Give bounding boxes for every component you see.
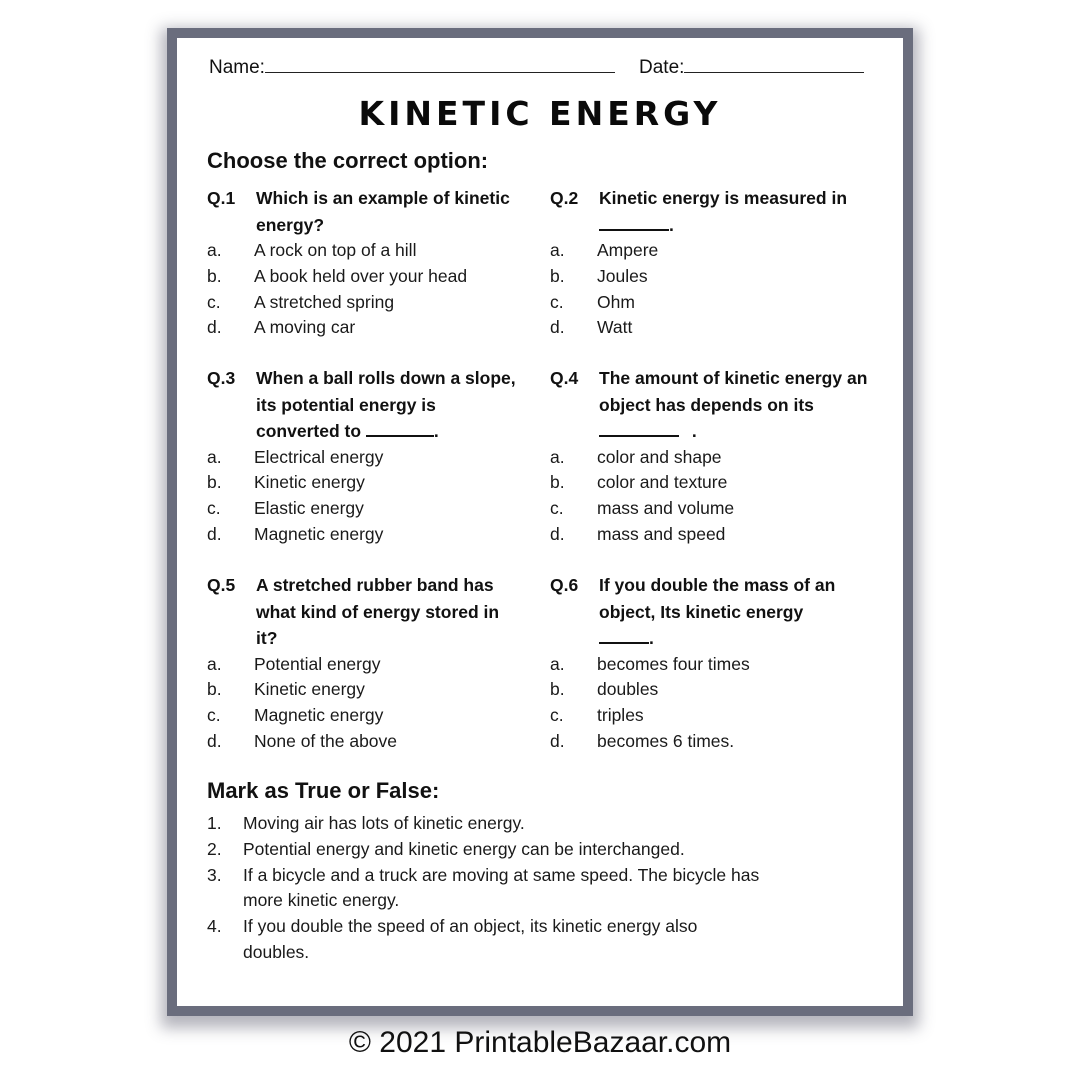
option-letter: c. <box>550 498 564 519</box>
option-a[interactable] <box>550 445 880 471</box>
option-a[interactable] <box>550 652 880 678</box>
option-text: Ohm <box>597 291 635 312</box>
option-letter: d. <box>207 730 222 751</box>
option-text: triples <box>597 705 644 726</box>
option-letter: a. <box>207 240 222 260</box>
tf-item-3[interactable] <box>207 863 807 915</box>
option-letter: a. <box>550 653 565 674</box>
option-text: mass and volume <box>597 498 735 519</box>
question-text: Kinetic energy is measured in <box>599 188 848 208</box>
question-number: Q.2 <box>550 188 579 208</box>
option-letter: a. <box>207 653 222 674</box>
question-text: A stretched rubber band has what kind of energy stored in it? <box>256 575 500 648</box>
date-label: Date: <box>639 57 685 78</box>
option-letter: c. <box>550 291 564 312</box>
tf-text: Moving air has lots of kinetic energy. <box>243 813 525 833</box>
option-text: doubles <box>597 679 659 700</box>
tf-text: If you double the speed of an object, its kinetic energy also doubles. <box>243 916 698 962</box>
question-4 <box>550 365 880 548</box>
option-text: becomes four times <box>597 653 750 674</box>
tf-text: If a bicycle and a truck are moving at same speed. The bicycle has more kinetic energy. <box>243 864 760 911</box>
option-d[interactable] <box>550 522 880 548</box>
answer-blank[interactable] <box>599 419 679 437</box>
question-2 <box>550 185 880 341</box>
option-d[interactable] <box>207 315 537 341</box>
option-b[interactable] <box>207 470 537 496</box>
option-letter: b. <box>550 679 565 700</box>
option-text: Electrical energy <box>254 446 384 467</box>
option-c[interactable] <box>207 703 537 729</box>
date-blank-line[interactable] <box>684 54 864 73</box>
option-text: Kinetic energy <box>254 679 365 700</box>
option-text: color and texture <box>597 472 728 493</box>
option-letter: c. <box>550 705 564 726</box>
option-text: color and shape <box>597 446 722 467</box>
option-c[interactable] <box>550 496 880 522</box>
option-b[interactable] <box>550 677 880 703</box>
option-a[interactable] <box>550 238 880 264</box>
answer-blank[interactable] <box>599 213 669 231</box>
question-number: Q.6 <box>550 575 579 595</box>
question-number: Q.1 <box>207 188 236 208</box>
name-label: Name: <box>209 57 265 78</box>
option-d[interactable] <box>207 522 537 548</box>
worksheet-page <box>177 38 903 1006</box>
name-field[interactable] <box>209 54 615 79</box>
tf-number: 2. <box>207 838 222 859</box>
option-letter: d. <box>550 317 565 338</box>
worksheet-title: KINETIC ENERGY <box>358 94 722 133</box>
question-suffix: . <box>649 628 654 648</box>
copyright-footer: © 2021 PrintableBazaar.com <box>348 1026 732 1059</box>
option-text: Watt <box>597 317 633 338</box>
option-a[interactable] <box>207 238 537 264</box>
option-text: Elastic energy <box>254 498 364 519</box>
option-letter: b. <box>550 265 565 286</box>
question-number: Q.4 <box>550 368 579 388</box>
option-letter: b. <box>550 472 565 493</box>
option-c[interactable] <box>550 703 880 729</box>
question-text: Which is an example of kinetic energy? <box>256 188 510 235</box>
option-d[interactable] <box>550 729 880 755</box>
question-5 <box>207 572 537 755</box>
option-text: Joules <box>597 265 648 286</box>
true-false-list <box>207 811 807 966</box>
option-text: Kinetic energy <box>254 472 365 493</box>
option-letter: b. <box>207 679 222 700</box>
option-letter: c. <box>207 291 221 312</box>
option-b[interactable] <box>207 264 537 290</box>
question-suffix: . <box>669 214 674 235</box>
name-blank-line[interactable] <box>265 54 615 73</box>
tf-item-1[interactable] <box>207 811 807 837</box>
option-b[interactable] <box>550 264 880 290</box>
option-letter: c. <box>207 705 221 726</box>
option-text: Magnetic energy <box>254 705 384 726</box>
option-text: None of the above <box>254 730 398 751</box>
option-c[interactable] <box>207 290 537 316</box>
answer-blank[interactable] <box>599 626 649 644</box>
option-text: Magnetic energy <box>254 523 384 544</box>
option-c[interactable] <box>550 290 880 316</box>
question-text: If you double the mass of an object, Its kinetic energy <box>599 575 836 622</box>
option-letter: a. <box>550 446 565 467</box>
option-letter: a. <box>550 240 565 260</box>
option-a[interactable] <box>207 445 537 471</box>
option-letter: d. <box>550 730 565 751</box>
option-letter: b. <box>207 265 222 286</box>
option-text: Potential energy <box>254 653 381 674</box>
option-a[interactable] <box>207 652 537 678</box>
option-letter: d. <box>207 523 222 544</box>
option-letter: d. <box>207 317 222 338</box>
option-text: A book held over your head <box>254 265 468 286</box>
option-letter: c. <box>207 498 221 519</box>
answer-blank[interactable] <box>366 419 434 437</box>
tf-number: 3. <box>207 864 222 885</box>
tf-number: 4. <box>207 916 222 937</box>
true-false-section-heading: Mark as True or False: <box>207 778 440 803</box>
question-suffix: . <box>687 421 697 441</box>
question-number: Q.3 <box>207 368 236 388</box>
question-suffix: . <box>433 421 439 441</box>
date-field[interactable] <box>639 54 864 79</box>
question-6 <box>550 572 880 755</box>
option-d[interactable] <box>550 315 880 341</box>
option-b[interactable] <box>207 677 537 703</box>
option-d[interactable] <box>207 729 537 755</box>
question-text: When a ball rolls down a slope, its potential energy is converted to <box>256 368 516 441</box>
question-1 <box>207 185 537 341</box>
tf-item-2[interactable] <box>207 837 807 863</box>
question-3 <box>207 365 537 548</box>
option-text: A rock on top of a hill <box>254 240 417 260</box>
option-text: A moving car <box>254 317 356 338</box>
option-text: Ampere <box>597 240 659 260</box>
option-c[interactable] <box>207 496 537 522</box>
tf-text: Potential energy and kinetic energy can be interchanged. <box>243 838 685 859</box>
tf-item-4[interactable] <box>207 914 807 966</box>
option-text: becomes 6 times. <box>597 730 735 751</box>
question-number: Q.5 <box>207 575 236 595</box>
option-b[interactable] <box>550 470 880 496</box>
option-text: mass and speed <box>597 523 726 544</box>
mcq-section-heading: Choose the correct option: <box>207 148 489 173</box>
question-text: The amount of kinetic energy an object has depends on its <box>599 368 868 415</box>
option-letter: b. <box>207 472 222 493</box>
tf-number: 1. <box>207 813 222 833</box>
option-letter: d. <box>550 523 565 544</box>
option-text: A stretched spring <box>254 291 395 312</box>
option-letter: a. <box>207 446 222 467</box>
